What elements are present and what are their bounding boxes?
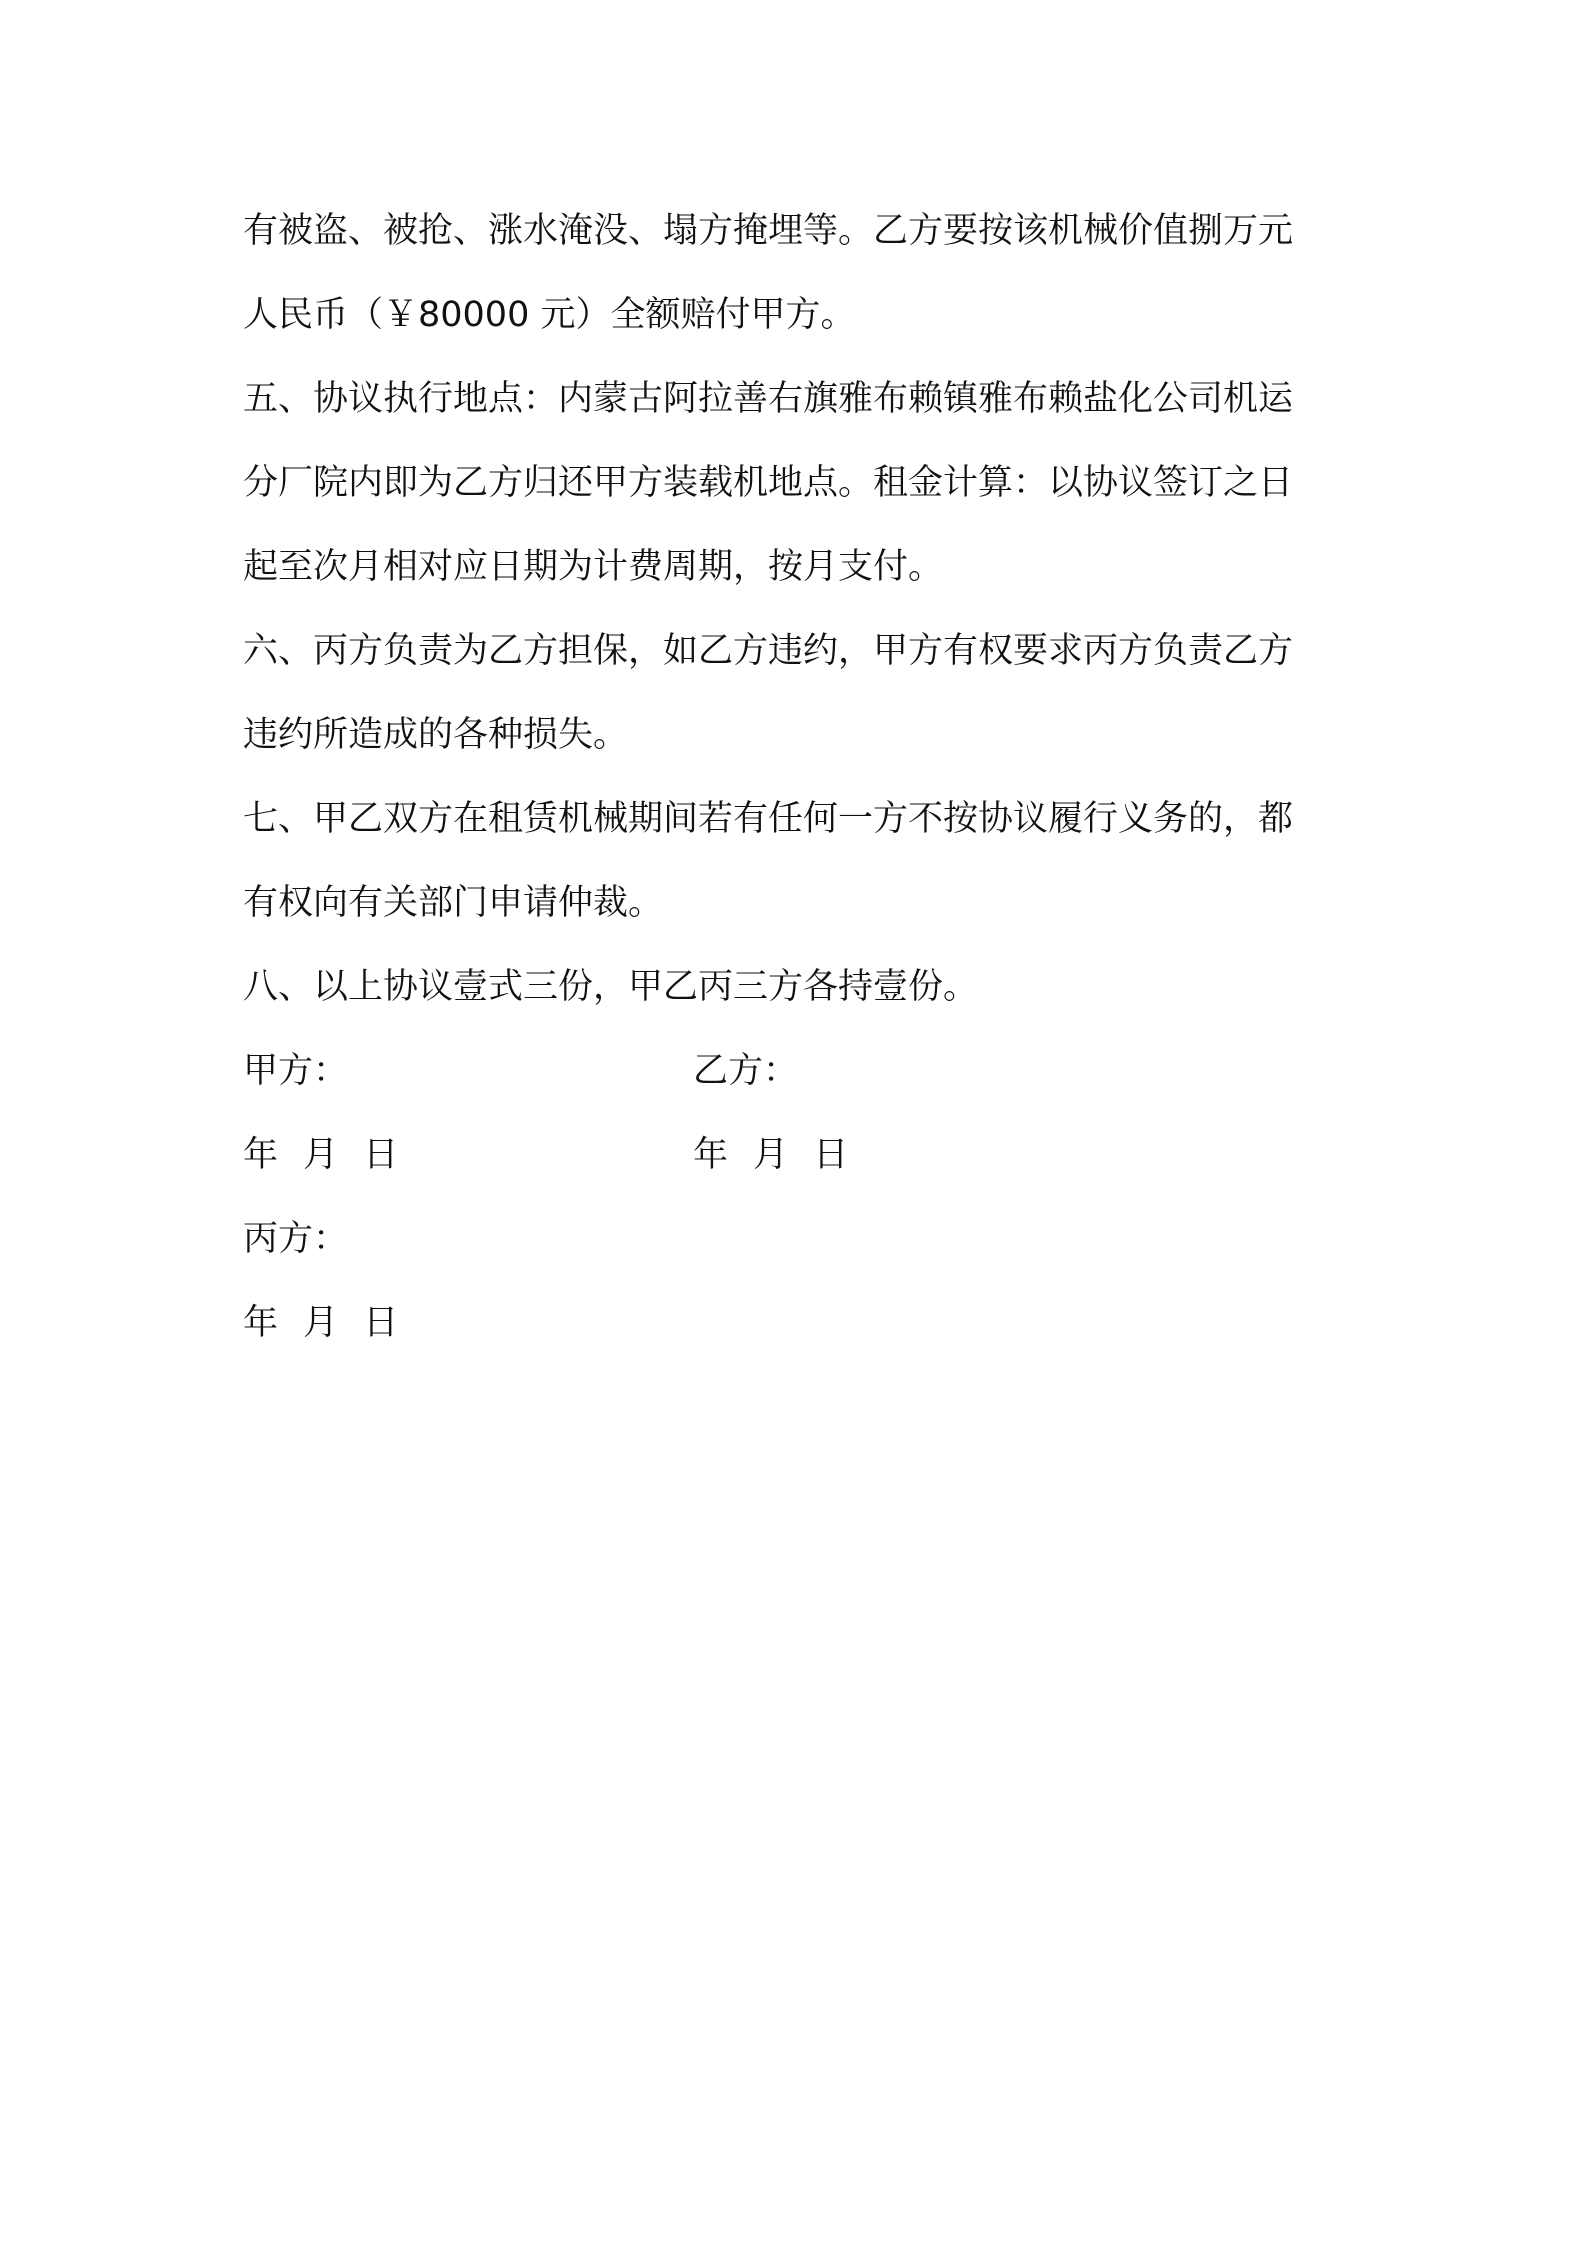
- signature-row-ab: [243, 1040, 1363, 1124]
- paragraph-line-2: 人民币（￥80000 元）全额赔付甲方。: [243, 295, 856, 335]
- date-row-ab: [243, 1124, 1363, 1208]
- paragraph-line-3: 五、协议执行地点：内蒙古阿拉善右旗雅布赖镇雅布赖盐化公司机运: [243, 379, 1294, 419]
- signature-row-c: [243, 1208, 1363, 1292]
- paragraph-line-5: 起至次月相对应日期为计费周期，按月支付。: [243, 547, 944, 587]
- paragraph-line-8: 七、甲乙双方在租赁机械期间若有任何一方不按协议履行义务的，都: [243, 799, 1294, 839]
- paragraph-line-6: 六、丙方负责为乙方担保，如乙方违约，甲方有权要求丙方负责乙方: [243, 631, 1294, 671]
- agreement-text: [243, 200, 1363, 1376]
- date-row-c: [243, 1292, 1363, 1376]
- party-c-date: 年 月 日: [243, 1303, 399, 1343]
- paragraph-line-10: 八、以上协议壹式三份，甲乙丙三方各持壹份。: [243, 967, 979, 1007]
- party-a-label: 甲方：: [243, 1051, 349, 1091]
- party-c-label: 丙方：: [243, 1219, 349, 1259]
- party-b-label: 乙方：: [693, 1051, 799, 1091]
- paragraph-line-1: 有被盗、被抢、涨水淹没、塌方掩埋等。乙方要按该机械价值捌万元: [243, 211, 1294, 251]
- paragraph-line-9: 有权向有关部门申请仲裁。: [243, 883, 664, 923]
- party-a-date: 年 月 日: [243, 1135, 399, 1175]
- party-b-date: 年 月 日: [693, 1135, 849, 1175]
- paragraph-line-7: 违约所造成的各种损失。: [243, 715, 629, 755]
- paragraph-line-4: 分厂院内即为乙方归还甲方装载机地点。租金计算：以协议签订之日: [243, 463, 1294, 503]
